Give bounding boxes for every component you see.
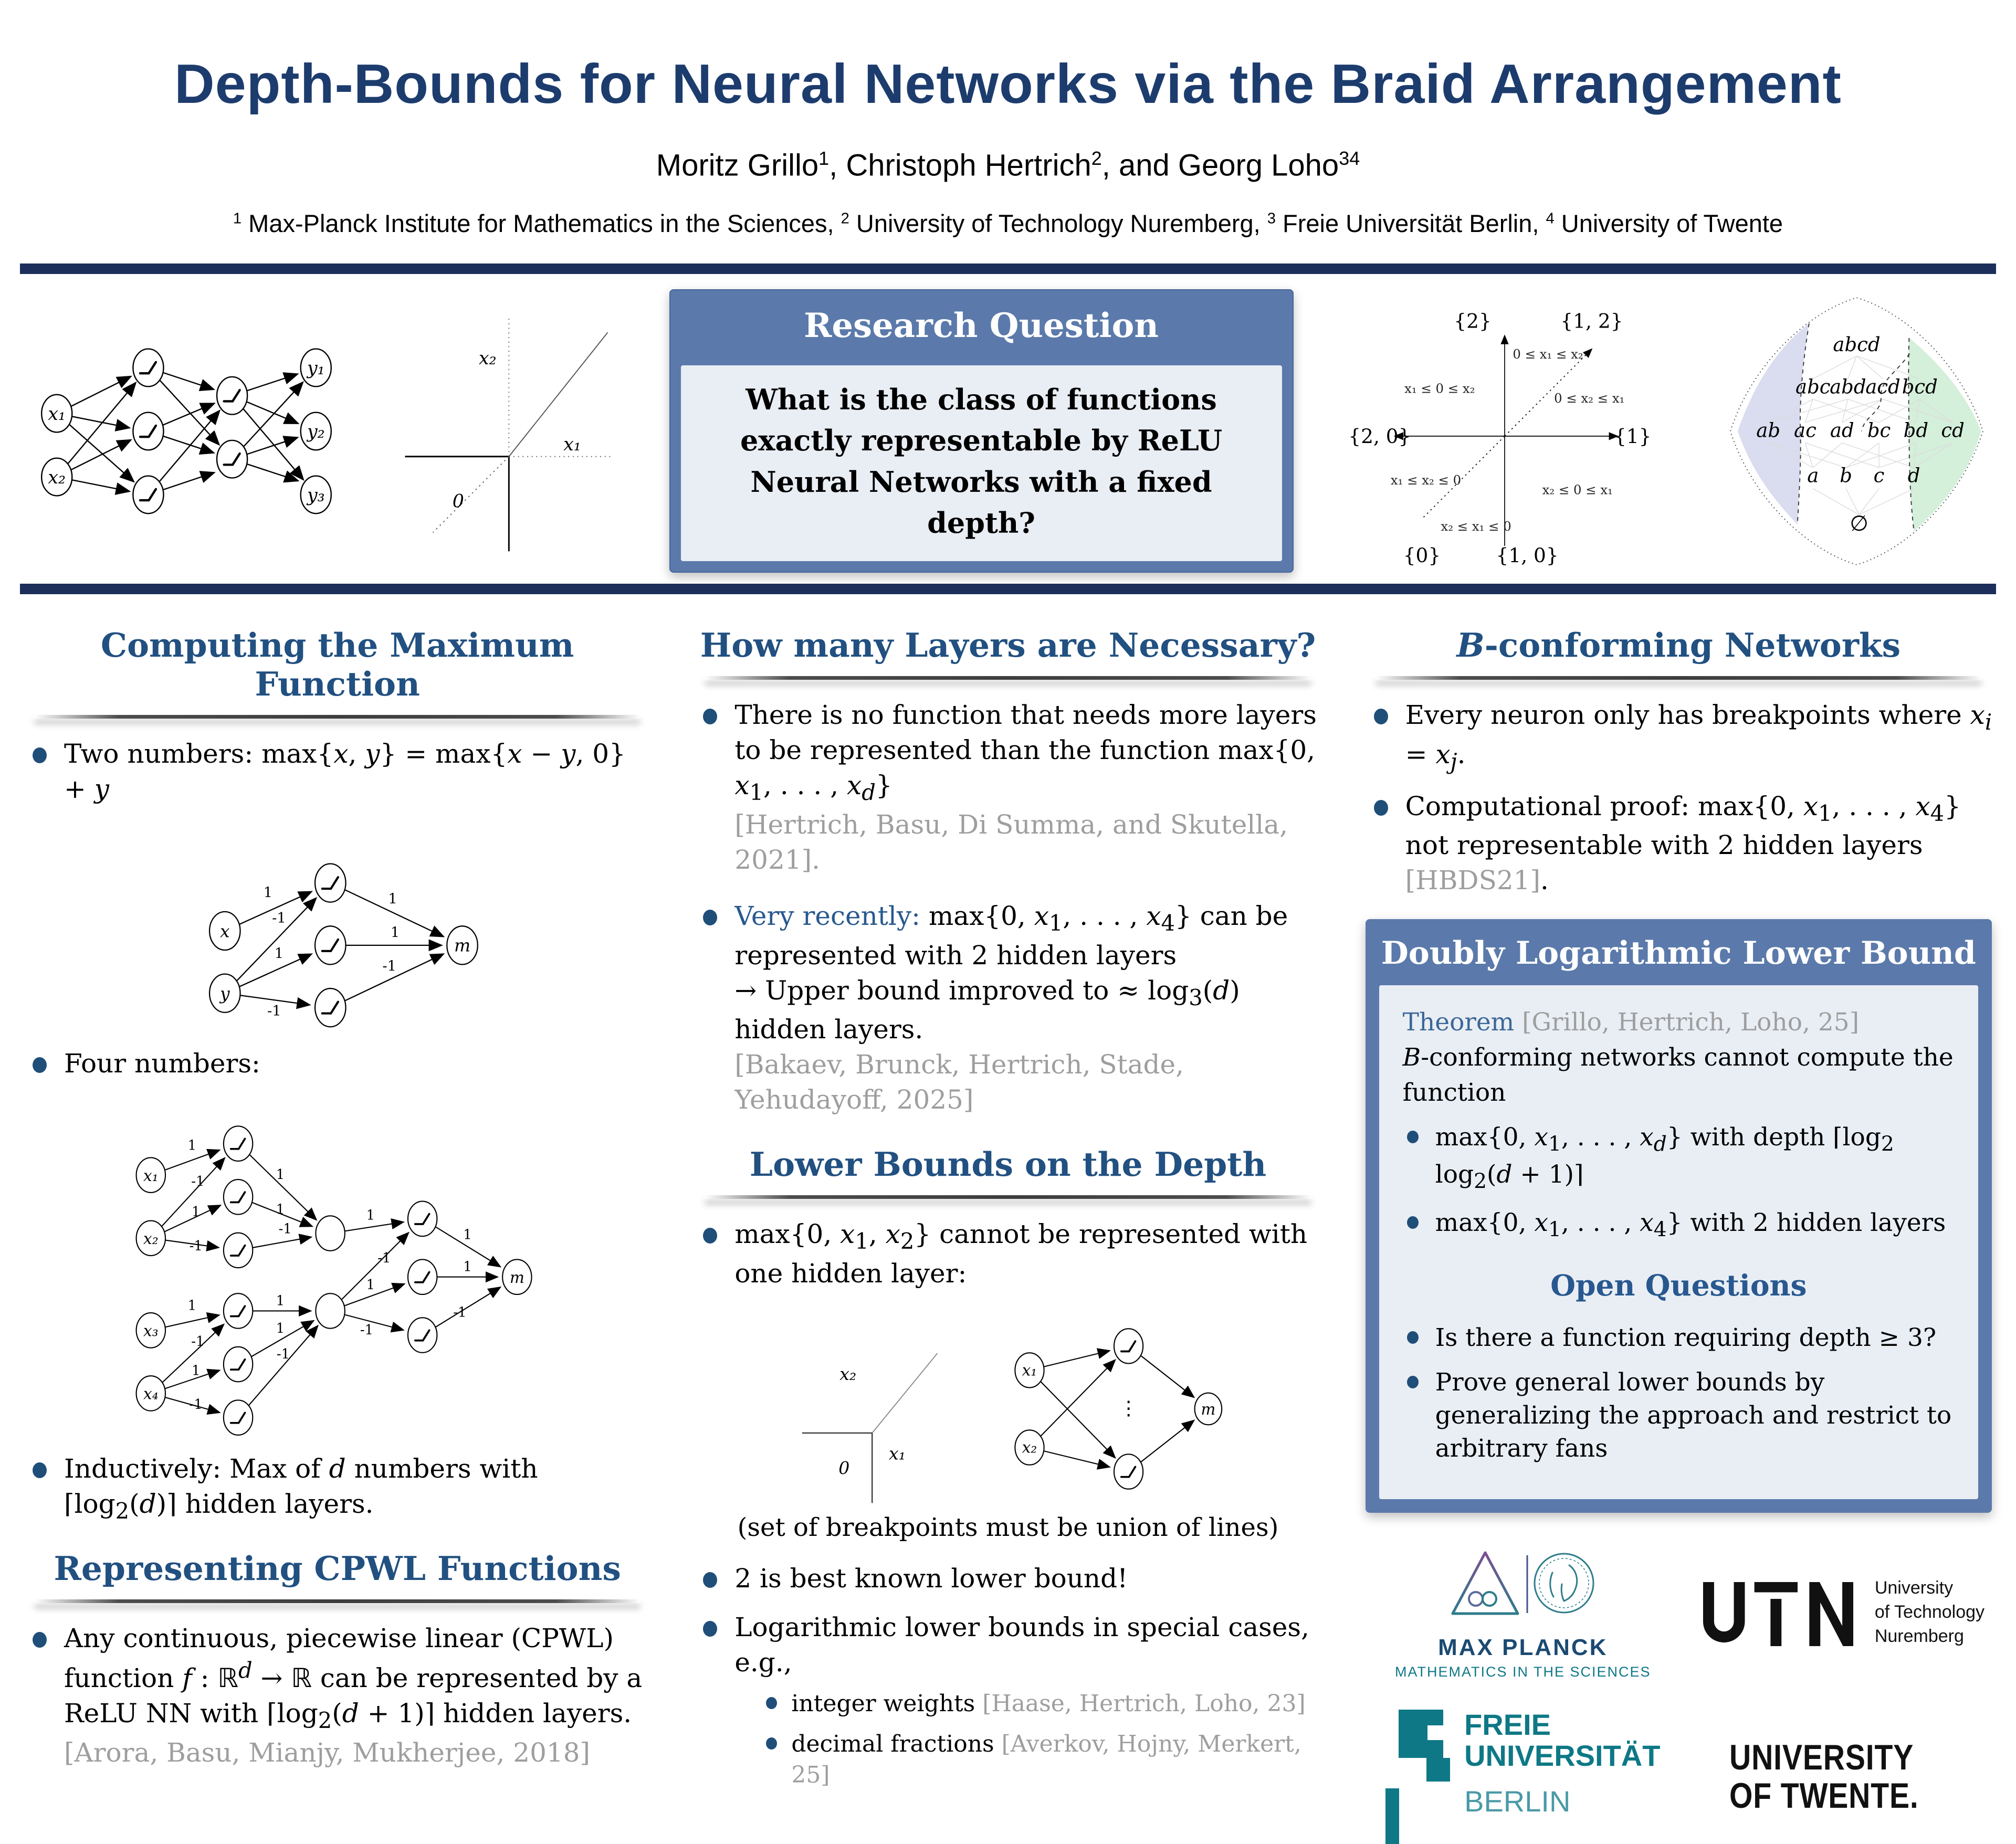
bullet-breakpoints: Every neuron only has breakpoints where $x_i = x_j$. xyxy=(1367,698,1995,776)
lattice-label: bc xyxy=(1867,419,1891,442)
twente-text-line: UNIVERSITY xyxy=(1729,1737,1914,1777)
set-lattice-figure xyxy=(1716,286,1998,577)
fu-berlin-text xyxy=(1464,1710,1660,1817)
poster-title: Depth-Bounds for Neural Networks via the Braid Arrangement xyxy=(174,53,1842,115)
cone-label: {0} xyxy=(1403,543,1441,567)
network-nodes xyxy=(136,1126,531,1435)
one-hidden-layer-network xyxy=(988,1312,1240,1505)
network-edges xyxy=(1030,1346,1193,1472)
bullet-computational-proof: Computational proof: max{0, $x_1$, . . . , $x_4$} not representable with 2 hidden layers [HBDS21]. xyxy=(1367,789,1995,899)
lattice-label: ac xyxy=(1794,419,1816,442)
box-title: Doubly Logarithmic Lower Bound xyxy=(1381,935,1976,972)
edge-weight-label: 1 xyxy=(366,1277,375,1293)
utn-text-line: University xyxy=(1874,1577,1954,1598)
edge-weight-label: 1 xyxy=(191,1363,201,1379)
doubly-logarithmic-box xyxy=(1366,919,1992,1513)
utn-letters-icon xyxy=(1699,1572,1857,1656)
node-labels xyxy=(219,921,470,1004)
section-divider xyxy=(705,1195,1311,1199)
two-number-network-figure xyxy=(21,828,654,1041)
research-question-title: Research Question xyxy=(804,305,1159,345)
theorem-item-two-layers: max{0, $x_1$, . . . , $x_4$} with 2 hidden layers xyxy=(1403,1207,1955,1244)
node-label: x₄ xyxy=(143,1385,159,1403)
max-planck-emblem-icon xyxy=(1444,1547,1602,1631)
plot-lines xyxy=(405,317,613,551)
section-title: Lower Bounds on the Depth xyxy=(749,1145,1267,1184)
edge-weight-label: 1 xyxy=(366,1207,375,1224)
relu-network-figure xyxy=(29,309,344,553)
sub-bullet-integer-weights: integer weights [Haase, Hertrich, Loho, 23] xyxy=(762,1689,1324,1720)
lattice-label: d xyxy=(1907,464,1920,487)
node-label: x₂ xyxy=(143,1229,159,1248)
section-divider xyxy=(34,1599,640,1603)
node-label: x₁ xyxy=(1022,1361,1037,1379)
column-layers-necessary xyxy=(691,610,1324,1844)
region-label: 0 xyxy=(453,490,465,512)
section-divider xyxy=(705,676,1311,680)
edge-weight-label: -1 xyxy=(382,958,396,975)
edge-weight-label: 1 xyxy=(187,1137,196,1154)
region-label: x₁ ≤ 0 ≤ x₂ xyxy=(1404,380,1475,396)
column-computing-maximum xyxy=(21,610,654,1844)
node-label: x₃ xyxy=(143,1322,159,1340)
edge-weight-label: 1 xyxy=(263,884,272,901)
citation: [Haase, Hertrich, Loho, 23] xyxy=(982,1690,1306,1717)
relu-glyphs xyxy=(230,1139,429,1422)
region-labels xyxy=(1391,346,1625,533)
node-label: x xyxy=(219,921,230,942)
cone-label: {1, 2} xyxy=(1560,309,1623,333)
section-title: Representing CPWL Functions xyxy=(54,1548,621,1588)
section-divider xyxy=(34,715,640,719)
lattice-label: b xyxy=(1840,464,1852,487)
university-of-twente-logo xyxy=(1729,1738,1919,1816)
braid-arrangement-figure xyxy=(1347,288,1662,574)
max-planck-subtitle: MATHEMATICS IN THE SCIENCES xyxy=(1395,1664,1651,1680)
edge-weight-label: 1 xyxy=(390,924,400,941)
authors-line: Moritz Grillo$^1$, Christoph Hertrich$^2$, and Georg Loho$^{34}$ xyxy=(656,147,1360,183)
bullet-best-known: 2 is best known lower bound! xyxy=(696,1561,1324,1596)
max-planck-name: MAX PLANCK xyxy=(1438,1635,1608,1661)
ellipsis-dots: ⋮ xyxy=(1119,1397,1139,1420)
section-title: How many Layers are Necessary? xyxy=(700,626,1316,665)
region-label: 0 xyxy=(838,1458,850,1479)
top-figure-band xyxy=(29,282,1998,579)
bullet-log-lower-bounds: Logarithmic lower bounds in special cases, e.g., integer weights [Haase, Hertrich, Loho, 23] decimal fractions [Averkov, Hojny, Merkert, 25] xyxy=(696,1610,1324,1791)
edge-weight-label: 1 xyxy=(463,1227,472,1243)
arrangement-lines xyxy=(1395,336,1617,545)
edge-weight-label: -1 xyxy=(360,1322,373,1338)
lattice-label: abc xyxy=(1796,375,1831,398)
node-label: y₃ xyxy=(307,484,325,506)
node-label: y₁ xyxy=(307,357,325,379)
bullet-inductively: Inductively: Max of d numbers with $⌈\log_2(d)⌉$ hidden layers. xyxy=(25,1451,654,1526)
bullet-very-recently: Very recently: max{0, $x_1$, . . . , $x_4$} can be represented with 2 hidden layers → Upper bound improved to ≈ $\log_3(d)$ hidden layers. [Bakaev, Brunck, Hertrich, Stade, Yehudayoff, 2025] xyxy=(696,899,1324,1118)
four-number-network-figure xyxy=(21,1102,654,1444)
theorem-item-depth: max{0, $x_1$, . . . , $x_d$} with depth $⌈\log_2$ $\log_2(d$ + 1)⌉ xyxy=(1403,1121,1955,1196)
bullet-no-function: There is no function that needs more layers to be represented than the function max{0, $x_1$, . . . , $x_d$} [Hertrich, Basu, Di Summa, and Skutella, 2021]. xyxy=(696,698,1324,878)
open-question-depth3: Is there a function requiring depth ≥ 3? xyxy=(1403,1322,1955,1355)
section-title: Computing the Maximum Function xyxy=(100,626,574,703)
edge-weight-label: -1 xyxy=(276,1346,290,1362)
axis-label: x₂ xyxy=(479,347,497,369)
breakpoint-plot xyxy=(775,1312,959,1505)
divider-middle xyxy=(20,584,1996,594)
lattice-label: ∅ xyxy=(1850,510,1868,536)
cone-label: {2} xyxy=(1454,309,1492,333)
cone-label: {2, 0} xyxy=(1348,424,1411,448)
network-nodes xyxy=(41,349,331,513)
edge-weight-label: 1 xyxy=(388,891,397,908)
node-labels xyxy=(143,1167,524,1403)
citation: [Bakaev, Brunck, Hertrich, Stade, Yehudayoff, 2025] xyxy=(734,1049,1184,1115)
bullet-four-numbers: Four numbers: xyxy=(25,1046,654,1081)
lattice-label: acd xyxy=(1865,375,1900,398)
region-label: x₁ ≤ x₂ ≤ 0 xyxy=(1390,472,1461,488)
fu-text-line: UNIVERSITÄT xyxy=(1464,1739,1661,1773)
lattice-label: bd xyxy=(1903,419,1929,442)
node-label: m xyxy=(454,935,470,956)
edge-weight-label: -1 xyxy=(377,1250,391,1267)
utn-text xyxy=(1875,1572,1984,1649)
node-label: x₂ xyxy=(1022,1439,1037,1457)
citation: [Arora, Basu, Mianjy, Mukherjee, 2018] xyxy=(64,1737,591,1768)
open-questions-title: Open Questions xyxy=(1550,1268,1807,1303)
lattice-label: cd xyxy=(1941,419,1965,442)
edge-weight-label: -1 xyxy=(191,1174,205,1190)
fu-berlin-mark-icon xyxy=(1385,1710,1448,1844)
fu-text-line: FREIE xyxy=(1464,1708,1551,1742)
edge-weight-label: -1 xyxy=(453,1304,467,1321)
institution-logos xyxy=(1362,1547,1995,1844)
max-function-plot xyxy=(397,304,615,558)
citation: [Hertrich, Basu, Di Summa, and Skutella, 2021]. xyxy=(734,809,1288,875)
content-columns xyxy=(21,610,1995,1818)
node-label: x₂ xyxy=(48,467,66,488)
network-nodes xyxy=(1015,1329,1222,1489)
column-b-conforming xyxy=(1362,610,1995,1844)
theorem-line xyxy=(1403,1005,1955,1040)
citation: [Grillo, Hertrich, Loho, 25] xyxy=(1514,1008,1860,1037)
edge-weight-label: 1 xyxy=(187,1298,196,1314)
edge-weight-label: -1 xyxy=(189,1397,203,1413)
section-title: B-conforming Networks xyxy=(1456,626,1901,665)
edge-weight-label: -1 xyxy=(189,1238,203,1254)
edge-weight-label: 1 xyxy=(276,1167,285,1183)
lattice-label: bcd xyxy=(1902,375,1938,398)
network-edges xyxy=(57,367,302,494)
box-panel xyxy=(1379,985,1978,1499)
node-label: x₁ xyxy=(143,1166,159,1185)
utn-text-line: Nuremberg xyxy=(1874,1626,1964,1646)
research-question-body: What is the class of functions exactly representable by ReLU Neural Networks with a fixed depth? xyxy=(681,365,1282,561)
edge-weight-label: 1 xyxy=(274,945,284,962)
edge-weight-label: 1 xyxy=(276,1293,285,1309)
poster-header xyxy=(0,0,2016,238)
highlight-text: Very recently: xyxy=(734,900,920,931)
lower-bound-figures xyxy=(691,1312,1324,1505)
utn-text-line: of Technology xyxy=(1874,1601,1985,1622)
section-divider xyxy=(1376,676,1982,680)
lattice-label: c xyxy=(1873,464,1885,487)
twente-text-line: OF TWENTE. xyxy=(1729,1776,1919,1816)
axis-label: x₁ xyxy=(889,1443,906,1464)
node-label: x₁ xyxy=(48,403,66,425)
lattice-label: abcd xyxy=(1833,333,1881,356)
edge-weight-label: 1 xyxy=(276,1202,285,1218)
axis-label: x₂ xyxy=(839,1364,857,1385)
fu-text-line: BERLIN xyxy=(1464,1784,1571,1818)
edge-weight-label: -1 xyxy=(267,1003,281,1020)
lattice-label: abd xyxy=(1830,375,1866,398)
bullet-one-hidden-layer: max{0, $x_1$, $x_2$} cannot be represented with one hidden layer: xyxy=(696,1217,1324,1291)
research-question-box xyxy=(669,289,1294,573)
theorem-body: B-conforming networks cannot compute the function xyxy=(1402,1043,1954,1107)
node-label: m xyxy=(509,1268,524,1287)
lattice-label: a xyxy=(1807,464,1819,487)
edge-weight-label: 1 xyxy=(463,1259,472,1275)
bullet-two-numbers: Two numbers: max{x, y} = max{x − y, 0} + y xyxy=(25,736,654,807)
cone-label: {1} xyxy=(1613,424,1652,448)
cone-label: {1, 0} xyxy=(1496,543,1559,567)
citation: [Averkov, Hojny, Merkert, 25] xyxy=(791,1731,1301,1789)
max-planck-logo xyxy=(1395,1547,1651,1680)
utn-logo xyxy=(1699,1572,1984,1656)
region-label: 0 ≤ x₂ ≤ x₁ xyxy=(1553,390,1625,406)
node-label: y xyxy=(219,983,230,1004)
edge-weight-label: -1 xyxy=(278,1221,292,1237)
axis-label: x₁ xyxy=(563,434,581,455)
theorem-label: Theorem xyxy=(1402,1008,1515,1037)
node-label: y₂ xyxy=(307,421,325,442)
affiliations-line: $^1$ Max-Planck Institute for Mathematics in the Sciences, $^2$ University of Technology Nuremberg, $^3$ Freie Universität Berlin, $^4$ University of Twente xyxy=(233,209,1783,238)
region-label: x₂ ≤ x₁ ≤ 0 xyxy=(1441,518,1511,534)
fu-berlin-logo xyxy=(1385,1710,1660,1844)
lattice-label: ab xyxy=(1756,419,1781,442)
bullet-cpwl: Any continuous, piecewise linear (CPWL) function f : ℝ$^d$ → ℝ can be represented by a ReLU NN with $⌈\log_2(d$ + 1)⌉ hidden layers. [Arora, Basu, Mianjy, Mukherjee, 2018] xyxy=(25,1621,654,1771)
divider-top xyxy=(20,264,1996,274)
node-label: m xyxy=(1201,1400,1216,1419)
edge-weight-label: 1 xyxy=(276,1320,285,1336)
region-label: 0 ≤ x₁ ≤ x₂ xyxy=(1513,346,1583,362)
edge-weight-label: -1 xyxy=(191,1333,205,1350)
edge-weight-label: 1 xyxy=(191,1204,201,1220)
region-label: x₂ ≤ 0 ≤ x₁ xyxy=(1542,482,1613,497)
figure-caption: (set of breakpoints must be union of lines) xyxy=(737,1513,1279,1543)
edge-weight-label: -1 xyxy=(271,910,286,926)
lattice-label: ad xyxy=(1830,419,1854,442)
sub-bullet-decimal-fractions: decimal fractions [Averkov, Hojny, Merkert, 25] xyxy=(762,1729,1324,1791)
open-question-general: Prove general lower bounds by generalizing the approach and restrict to arbitrary fans xyxy=(1403,1366,1955,1466)
citation: [HBDS21] xyxy=(1405,865,1540,896)
